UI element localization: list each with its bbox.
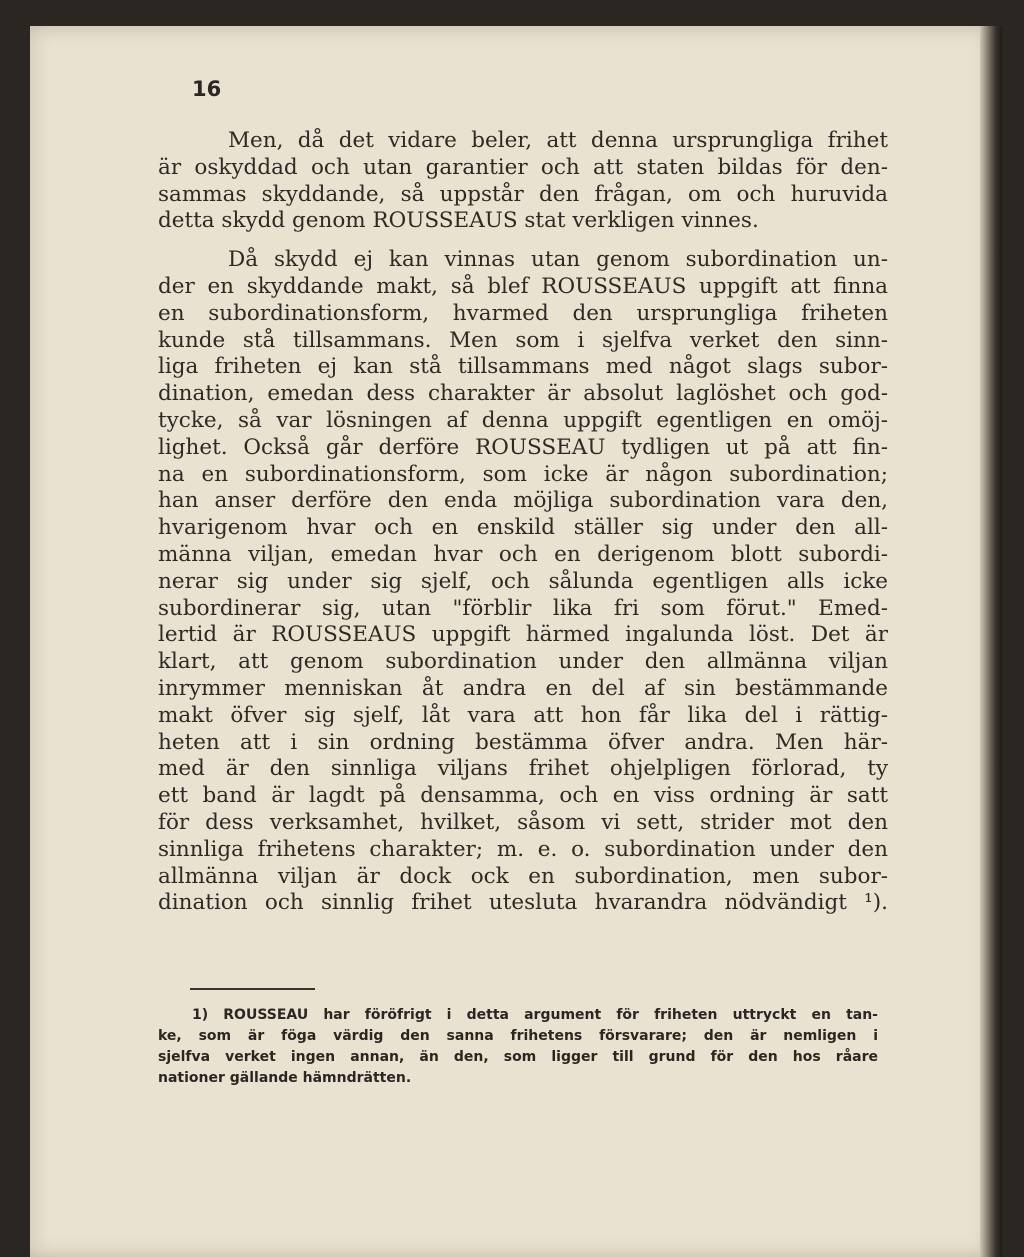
text-line: ett band är lagdt på densamma, och en viss ordning är satt [158,783,888,809]
paragraph-2 [158,247,888,917]
text-line: med är den sinnliga viljans frihet ohjelpligen förlorad, ty [158,756,888,782]
text-line: dination, emedan dess charakter är absolut laglöshet och god- [158,381,888,407]
text-line: liga friheten ej kan stå tillsammans med något slags subor- [158,354,888,380]
text-line: hvarigenom hvar och en enskild ställer sig under den all- [158,515,888,541]
text-line: är oskyddad och utan garantier och att staten bildas för den- [158,154,888,180]
text-line: för dess verksamhet, hvilket, såsom vi sett, strider mot den [158,809,888,835]
text-line: lertid är ROUSSEAUS uppgift härmed ingalunda löst. Det är [158,622,888,648]
text-line: sinnliga frihetens charakter; m. e. o. subordination under den [158,836,888,862]
text-line: nerar sig under sig sjelf, och sålunda egentligen alls icke [158,568,888,594]
text-line: makt öfver sig sjelf, låt vara att hon får lika del i rättig- [158,702,888,728]
footnote-line: 1) ROUSSEAU har föröfrigt i detta argument för friheten uttryckt en tan- [192,1007,878,1023]
text-line: kunde stå tillsammans. Men som i sjelfva verket den sinn- [158,327,888,353]
text-line: dination och sinnlig frihet utesluta hvarandra nödvändigt ¹). [158,890,888,916]
text-line: heten att i sin ordning bestämma öfver andra. Men här- [158,729,888,755]
body-text [158,128,888,929]
footnote-line: sjelfva verket ingen annan, än den, som ligger till grund för den hos råare [158,1049,878,1065]
footnote-divider [190,988,315,990]
text-line: en subordinationsform, hvarmed den ursprungliga friheten [158,300,888,326]
paragraph-1 [158,128,888,235]
footnote [158,1005,878,1089]
text-line: der en skyddande makt, så blef ROUSSEAUS uppgift att finna [158,273,888,299]
text-line: inrymmer menniskan åt andra en del af sin bestämmande [158,675,888,701]
book-spine [980,26,1002,1257]
footnote-line: nationer gällande hämndrätten. [158,1070,412,1086]
text-line: Men, då det vidare beler, att denna ursprungliga frihet [228,128,888,153]
text-line: lighet. Också går derföre ROUSSEAU tydligen ut på att fin- [158,434,888,460]
page-number: 16 [192,77,222,101]
text-line: detta skydd genom ROUSSEAUS stat verkligen vinnes. [158,208,759,234]
text-line: han anser derföre den enda möjliga subordination vara den, [158,488,888,514]
footnote-line: ke, som är föga värdig den sanna frihetens försvarare; den är nemligen i [158,1028,878,1044]
text-line: subordinerar sig, utan "förblir lika fri som förut." Emed- [158,595,888,621]
text-line: klart, att genom subordination under den allmänna viljan [158,649,888,675]
text-line: allmänna viljan är dock ock en subordination, men subor- [158,863,888,889]
text-line: männa viljan, emedan hvar och en derigenom blott subordi- [158,541,888,567]
text-line: Då skydd ej kan vinnas utan genom subordination un- [228,247,888,273]
text-line: sammas skyddande, så uppstår den frågan, om och huruvida [158,181,888,207]
text-line: tycke, så var lösningen af denna uppgift egentligen en omöj- [158,407,888,433]
text-line: na en subordinationsform, som icke är någon subordination; [158,461,888,487]
